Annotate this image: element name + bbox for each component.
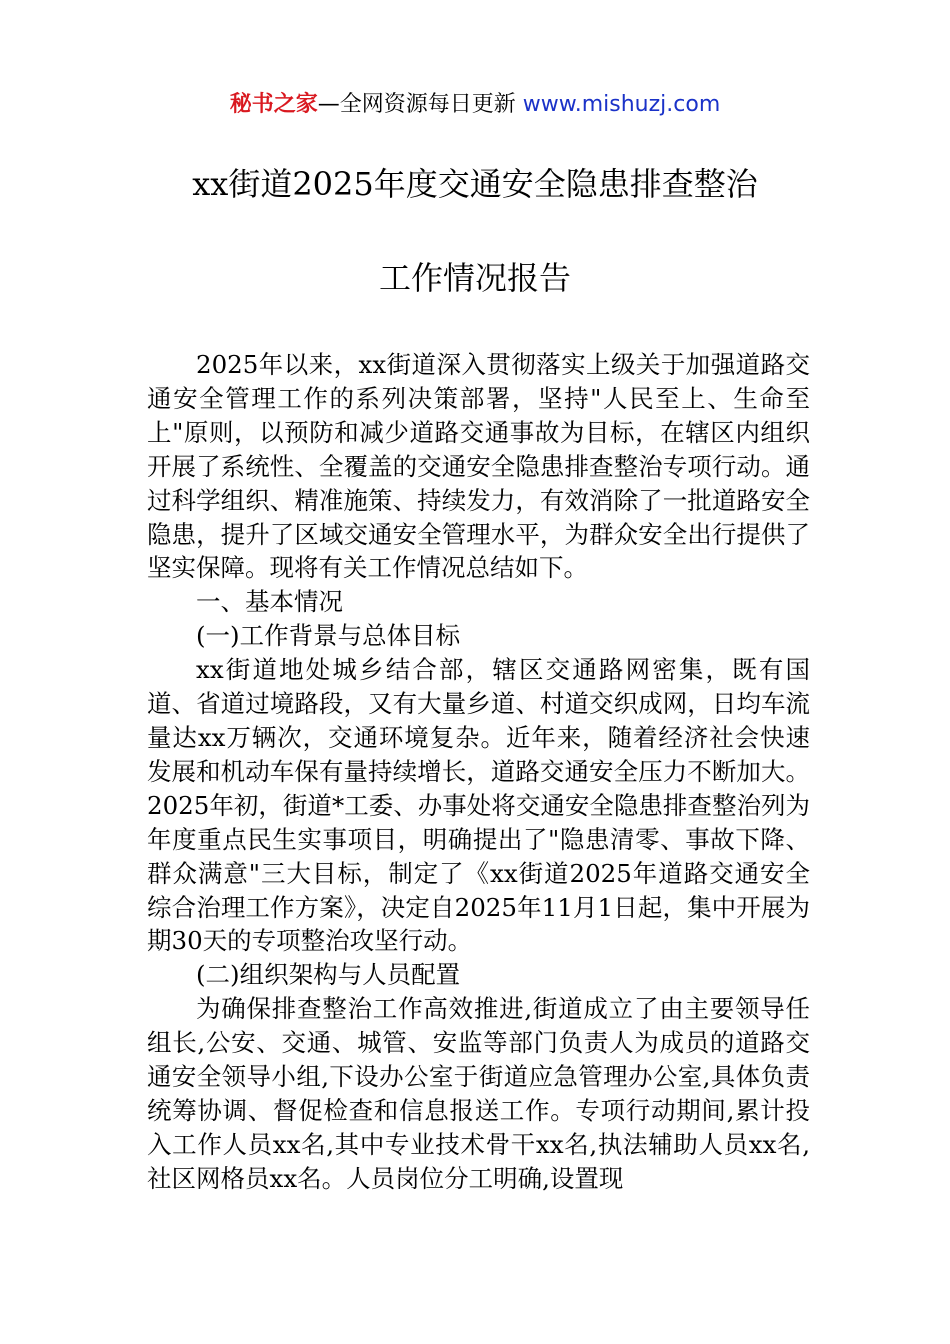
site-header [0,90,950,120]
subsection-heading-organization: (二)组织架构与人员配置 [196,960,461,990]
intro-paragraph: 2025年以来，xx街道深入贯彻落实上级关于加强道路交通安全管理工作的系列决策部署，坚持"人民至上、生命至上"原则，以预防和减少道路交通事故为目标，在辖区内组织开展了系统性、全覆盖的交通安全隐患排查整治专项行动。通过科学组织、精准施策、持续发力，有效消除了一批道路安全隐患，提升了区域交通安全管理水平，为群众安全出行提供了坚实保障。现将有关工作情况总结如下。 [147,350,810,583]
site-url-link[interactable]: www.mishuzj.com [522,92,721,117]
section-heading-basic-situation: 一、基本情况 [196,587,343,617]
organization-paragraph: 为确保排查整治工作高效推进,街道成立了由主要领导任组长,公安、交通、城管、安监等部门负责人为成员的道路交通安全领导小组,下设办公室于街道应急管理办公室,具体负责统筹协调、督促检查和信息报送工作。专项行动期间,累计投入工作人员xx名,其中专业技术骨干xx名,执法辅助人员xx名,社区网格员xx名。人员岗位分工明确,设置现 [147,994,810,1193]
brand-name: 秘书之家 [229,92,318,117]
subsection-heading-background: (一)工作背景与总体目标 [196,621,461,651]
header-tagline: —全网资源每日更新 [317,92,516,117]
document-body [147,348,810,1196]
document-title-line-2: 工作情况报告 [378,259,571,297]
document-title-line-1: xx街道2025年度交通安全隐患排查整治 [192,165,758,203]
background-paragraph: xx街道地处城乡结合部，辖区交通路网密集，既有国道、省道过境路段，又有大量乡道、村道交织成网，日均车流量达xx万辆次，交通环境复杂。近年来，随着经济社会快速发展和机动车保有量持续增长，道路交通安全压力不断加大。2025年初，街道*工委、办事处将交通安全隐患排查整治列为年度重点民生实事项目，明确提出了"隐患清零、事故下降、群众满意"三大目标，制定了《xx街道2025年道路交通安全综合治理工作方案》，决定自2025年11月1日起，集中开展为期30天的专项整治攻坚行动。 [147,655,810,956]
